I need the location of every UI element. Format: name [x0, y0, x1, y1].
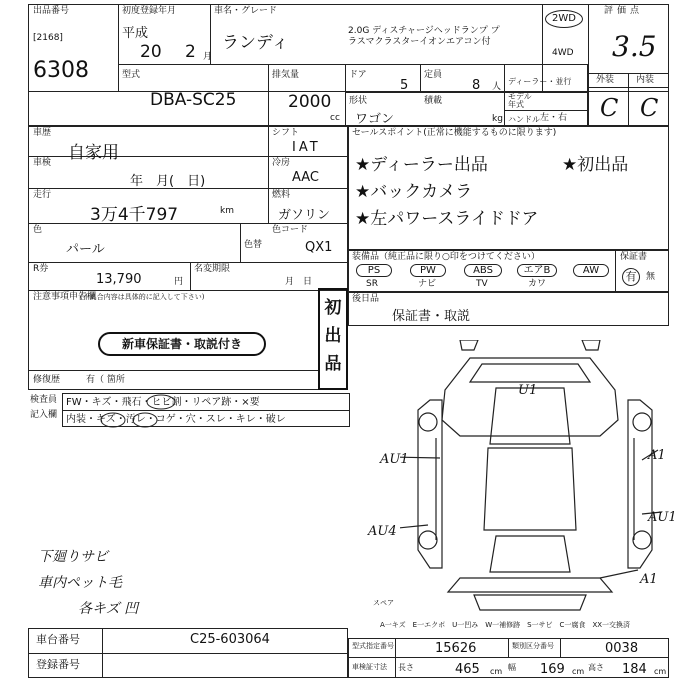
int-grade: C: [640, 94, 659, 122]
usage: 自家用: [68, 143, 119, 163]
sales-point-3: ★バックカメラ: [355, 182, 473, 202]
usage-label: 車歴: [33, 128, 52, 138]
mileage-label: 走行: [33, 190, 52, 200]
first-listing-char-2: 出: [324, 326, 342, 346]
warranty-yes: 有: [622, 268, 640, 286]
damage-legend: A一キズ E一エクボ U一凹み W一補修跡 S一サビ C一腐食 XX一交換済: [380, 621, 631, 629]
length: 465: [455, 662, 480, 677]
equip-tv: TV: [476, 279, 488, 289]
damage-mark-a1-rear: A1: [640, 572, 658, 587]
damage-mark-au4: AU4: [368, 524, 397, 539]
warranty-stamp: 新車保証書・取説付き: [98, 332, 266, 356]
equip-aw: AW: [573, 264, 609, 277]
doors: 5: [400, 78, 409, 93]
displacement: 2000: [288, 92, 332, 112]
inspection: 年 月( 日): [130, 174, 206, 189]
reg-label: 登録番号: [36, 658, 80, 671]
name-change-label: 名変期限: [194, 264, 231, 274]
dealer-label: ディーラー・並行: [508, 77, 572, 86]
first-listing-char-1: 初: [324, 298, 342, 318]
handle: 左・右: [540, 113, 568, 123]
fuel: ガソリン: [278, 208, 331, 223]
reg-month-unit: 月: [203, 52, 213, 62]
repair: 有（ 箇所: [86, 375, 125, 385]
size-label: 車検証寸法: [352, 663, 387, 671]
length-unit: cm: [490, 667, 503, 676]
lot-number: 6308: [33, 58, 89, 83]
color-code: QX1: [305, 240, 333, 255]
shape-label: 形状: [349, 96, 368, 106]
height-label: 高さ: [588, 663, 604, 672]
era: 平成: [122, 26, 149, 41]
ext-grade: C: [600, 94, 619, 122]
load-label: 積載: [424, 96, 443, 106]
cc-unit: cc: [330, 113, 340, 123]
docs: 保証書・取説: [392, 309, 471, 324]
sales-point-1: ★ディーラー出品: [355, 155, 488, 175]
length-label: 長さ: [398, 663, 414, 672]
recycle-label: R券: [33, 264, 49, 274]
equip-pw: PW: [410, 264, 446, 277]
sales-points-title: セールスポイント(正常に機能するものに限ります): [352, 128, 557, 138]
name-change: 月 日: [285, 277, 313, 287]
first-listing-stamp: [318, 288, 348, 390]
color: パール: [66, 242, 105, 257]
load-unit: kg: [492, 114, 503, 124]
mileage: 3万4千797: [90, 205, 179, 225]
model-name-label: 車名・グレード: [214, 6, 278, 16]
score-label: 評価点: [604, 6, 644, 16]
sales-point-4: ★左パワースライドドア: [355, 209, 539, 229]
doors-label: ドア: [349, 70, 367, 80]
damage-mark-a1-right: A1: [648, 448, 666, 463]
score: 3.5: [612, 30, 657, 63]
inspector-label-2: 記入欄: [30, 410, 58, 420]
shift: IAT: [292, 140, 321, 155]
fw-line: FW・キズ・飛石・ヒビ割・リペア跡・×要: [66, 397, 260, 408]
equip-abs: ABS: [464, 264, 502, 277]
spare-label: スペア: [373, 599, 394, 607]
lot-label: 出品番号: [33, 6, 70, 16]
handwritten-note-2: 車内ペット毛: [38, 575, 122, 591]
docs-label: 後日品: [352, 294, 380, 304]
damage-mark-au1-right: AU1: [648, 510, 677, 525]
ac-label: 冷房: [272, 158, 291, 168]
handwritten-note-1: 下廻りサビ: [38, 549, 108, 565]
handwritten-note-3: 各キズ 凹: [78, 601, 139, 617]
capacity-label: 定員: [424, 70, 443, 80]
inspection-label: 車検: [33, 158, 52, 168]
color-label: 色: [33, 225, 43, 235]
type: DBA-SC25: [150, 90, 237, 110]
first-reg-label: 初度登録年月: [122, 6, 177, 16]
reg-year: 20: [140, 42, 162, 62]
ext-label: 外装: [596, 75, 615, 85]
category-label: 類別区分番号: [512, 642, 554, 650]
color-code-label: 色コード: [272, 225, 309, 235]
equip-ps: PS: [356, 264, 392, 277]
ac: AAC: [292, 170, 319, 185]
chassis-label: 車台番号: [36, 633, 80, 646]
equip-sr: SR: [366, 279, 378, 289]
model-designation-label: 型式指定番号: [352, 642, 394, 650]
model-designation: 15626: [435, 641, 477, 656]
type-label: 型式: [122, 70, 141, 80]
equip-airbag: エアB: [517, 264, 557, 277]
height-unit: cm: [654, 667, 667, 676]
equipment-title: 装備品（純正品に限り○印をつけてください）: [352, 252, 540, 262]
category: 0038: [605, 641, 639, 656]
equip-leather: カワ: [528, 279, 547, 289]
car-damage-diagram: [400, 340, 670, 620]
inspector-marks: [60, 390, 320, 430]
model-year-label: モデル 年式: [508, 92, 532, 109]
sales-point-2: ★初出品: [562, 155, 629, 175]
lot-sub: [2168]: [33, 33, 63, 43]
km-unit: km: [220, 206, 234, 216]
fuel-label: 燃料: [272, 190, 291, 200]
model-name: ランディ: [222, 33, 289, 53]
width-unit: cm: [572, 667, 585, 676]
width-label: 幅: [508, 663, 516, 672]
width: 169: [540, 662, 565, 677]
recycle: 13,790: [96, 272, 142, 287]
damage-mark-au1-left: AU1: [380, 452, 409, 467]
warranty-label: 保証書: [620, 252, 648, 262]
handle-label: ハンドル: [508, 115, 540, 124]
damage-mark-u1: U1: [518, 383, 538, 398]
capacity-unit: 人: [492, 82, 502, 92]
chassis: C25-603064: [190, 632, 270, 647]
recolor-label: 色替: [244, 240, 263, 250]
warranty-no: 無: [646, 272, 656, 282]
displacement-label: 排気量: [272, 70, 300, 80]
equip-navi: ナビ: [418, 279, 437, 289]
int-label: 内装: [636, 75, 655, 85]
inspector-label-1: 検査員: [30, 395, 58, 405]
drive-2wd: 2WD: [545, 10, 583, 28]
yen-unit: 円: [174, 277, 184, 287]
first-listing-char-3: 品: [324, 354, 342, 374]
notes-sub: (不具合内容は具体的に記入して下さい): [80, 293, 205, 301]
grade: 2.0G ディスチャージヘッドランプ プラスマクラスターイオンエアコン付: [348, 26, 500, 47]
repair-label: 修復歴: [33, 375, 61, 385]
notes-label: 注意事項申告欄: [33, 292, 97, 302]
shape: ワゴン: [355, 112, 395, 127]
capacity: 8: [472, 78, 481, 93]
drive-4wd: 4WD: [552, 48, 574, 58]
shift-label: シフト: [272, 128, 300, 138]
reg-month: 2: [185, 42, 196, 62]
height: 184: [622, 662, 647, 677]
int-line: 内装・キズ・汚レ・コゲ・穴・スレ・キレ・破レ: [66, 414, 286, 425]
